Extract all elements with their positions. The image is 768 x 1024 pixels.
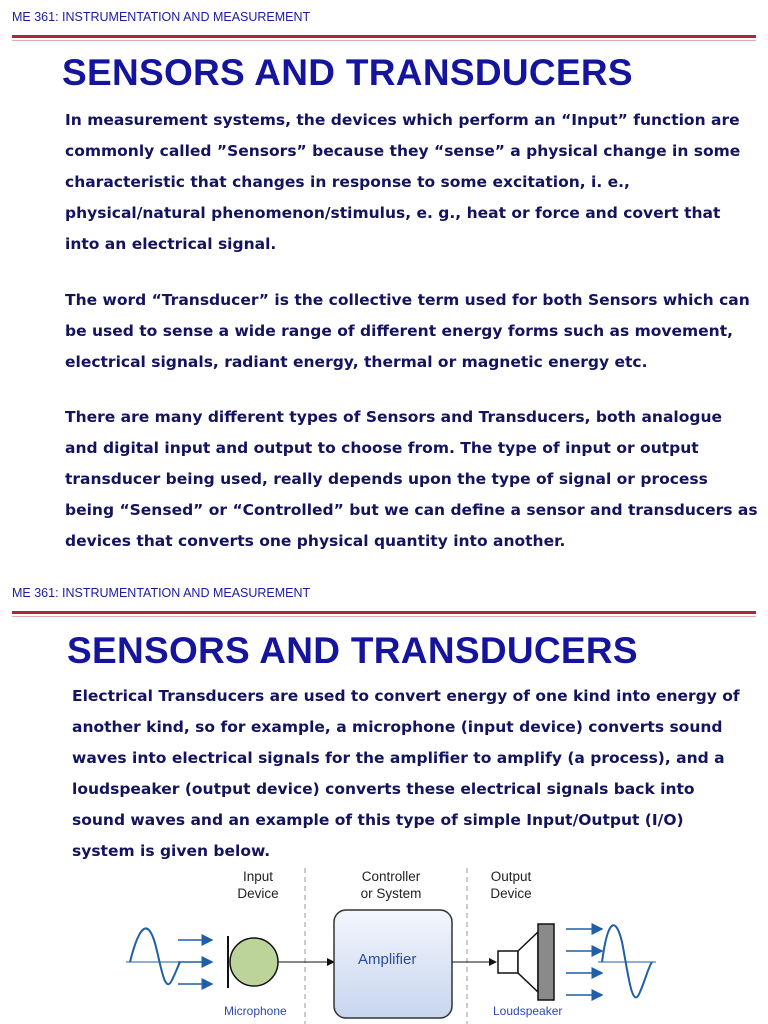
slide-title: SENSORS AND TRANSDUCERS bbox=[62, 52, 633, 93]
text-line: waves into electrical signals for the amplifier to amplify (a process), and a bbox=[72, 749, 725, 767]
input-device-label bbox=[228, 868, 288, 902]
label-line: or System bbox=[360, 886, 422, 901]
header-rule-shadow bbox=[12, 40, 756, 41]
slide-title: SENSORS AND TRANSDUCERS bbox=[67, 630, 638, 671]
arrow-icon bbox=[178, 940, 212, 984]
arrow-icon bbox=[566, 929, 602, 995]
sine-wave-icon bbox=[602, 925, 652, 997]
paragraph-sensors bbox=[65, 105, 740, 260]
amplifier-label: Amplifier bbox=[358, 951, 417, 968]
paragraph-electrical-transducers bbox=[72, 681, 740, 867]
text-line: and digital input and output to choose from. The type of input or output bbox=[65, 439, 699, 457]
output-device-label bbox=[476, 868, 546, 902]
text-line: being “Sensed” or “Controlled” but we can define a sensor and transducers as bbox=[65, 501, 758, 519]
course-header: ME 361: INSTRUMENTATION AND MEASUREMENT bbox=[12, 586, 311, 600]
text-line: devices that converts one physical quantity into another. bbox=[65, 532, 566, 550]
loudspeaker-icon bbox=[498, 924, 554, 1000]
text-line: be used to sense a wide range of different energy forms such as movement, bbox=[65, 322, 734, 340]
header-rule bbox=[12, 35, 756, 38]
controller-label bbox=[350, 868, 432, 902]
io-system-diagram bbox=[120, 862, 660, 1024]
course-header: ME 361: INSTRUMENTATION AND MEASUREMENT bbox=[12, 10, 311, 24]
text-line: loudspeaker (output device) converts these electrical signals back into bbox=[72, 780, 695, 798]
label-line: Output bbox=[490, 869, 532, 884]
paragraph-types bbox=[65, 402, 758, 557]
slide-2 bbox=[0, 580, 768, 1024]
text-line: another kind, so for example, a microphone (input device) converts sound bbox=[72, 718, 723, 736]
text-line: electrical signals, radiant energy, thermal or magnetic energy etc. bbox=[65, 353, 648, 371]
text-line: The word “Transducer” is the collective term used for both Sensors which can bbox=[65, 291, 750, 309]
label-line: Input bbox=[242, 869, 274, 884]
text-line: There are many different types of Sensors and Transducers, both analogue bbox=[65, 408, 723, 426]
text-line: transducer being used, really depends upon the type of signal or process bbox=[65, 470, 708, 488]
header-rule bbox=[12, 611, 756, 614]
label-line: Controller bbox=[361, 869, 421, 884]
microphone-label: Microphone bbox=[224, 1004, 287, 1018]
loudspeaker-label: Loudspeaker bbox=[493, 1004, 563, 1018]
text-line: physical/natural phenomenon/stimulus, e. g., heat or force and covert that bbox=[65, 204, 721, 222]
sine-wave-icon bbox=[130, 928, 180, 984]
text-line: into an electrical signal. bbox=[65, 235, 277, 253]
text-line: characteristic that changes in response to some excitation, i. e., bbox=[65, 173, 630, 191]
paragraph-transducer bbox=[65, 285, 750, 378]
text-line: In measurement systems, the devices which perform an “Input” function are bbox=[65, 111, 740, 129]
microphone-icon bbox=[228, 936, 278, 988]
label-line: Device bbox=[490, 886, 532, 901]
header-rule-shadow bbox=[12, 616, 756, 617]
label-line: Device bbox=[237, 886, 279, 901]
text-line: commonly called ”Sensors” because they “sense” a physical change in some bbox=[65, 142, 741, 160]
text-line: sound waves and an example of this type of simple Input/Output (I/O) bbox=[72, 811, 684, 829]
text-line: Electrical Transducers are used to convert energy of one kind into energy of bbox=[72, 687, 740, 705]
text-line: system is given below. bbox=[72, 842, 271, 860]
